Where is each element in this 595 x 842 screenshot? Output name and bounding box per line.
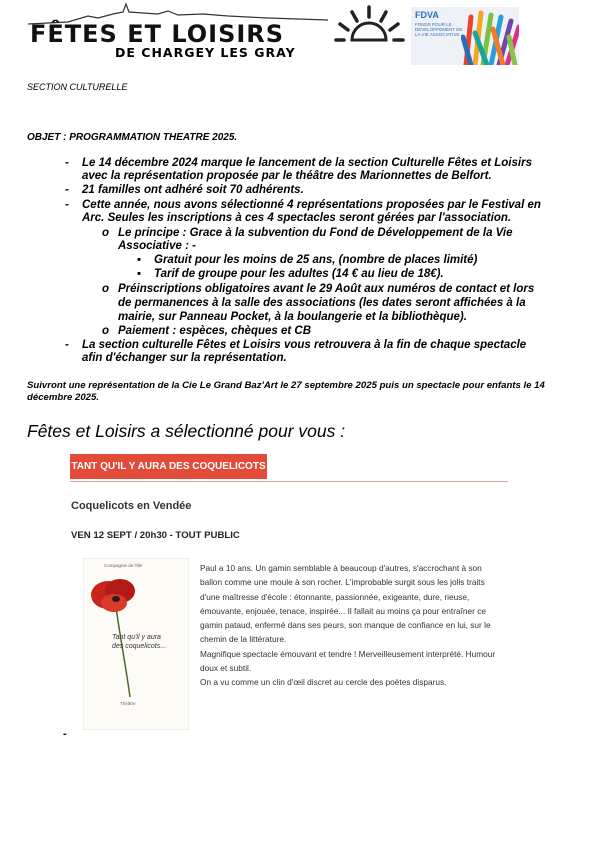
poster-divider: [70, 481, 508, 482]
show-tag: TANT QU'IL Y AURA DES COQUELICOTS: [70, 454, 267, 479]
show-poster: [65, 450, 508, 737]
org-title: FÊTES ET LOISIRS: [30, 20, 285, 48]
sub-list-item: Le principe : Grace à la subvention du Fond de Développement de la Vie: [118, 227, 513, 239]
flyer-company: Compagnie de l'Ille: [104, 563, 143, 568]
show-date: VEN 12 SEPT / 20h30 - TOUT PUBLIC: [71, 530, 240, 541]
org-subtitle: DE CHARGEY LES GRAY: [115, 45, 296, 60]
bullet-dash: -: [65, 339, 69, 351]
sub-list-item: Préinscriptions obligatoires avant le 29 Août aux numéros de contact et lors: [118, 283, 535, 295]
list-item: avec la représentation proposée par le théâtre des Marionnettes de Belfort.: [82, 170, 492, 182]
sub-list-item: de permanences à la salle des associations (les dates seront affichées à la: [118, 297, 526, 309]
bullet-circle: o: [102, 227, 110, 239]
list-item: Arc. Seules les inscriptions à ces 4 spectacles seront gérées par l'association.: [82, 212, 512, 224]
show-title: Coquelicots en Vendée: [71, 500, 192, 512]
bullet-dash: -: [65, 199, 69, 211]
fdva-logo-caption: FONDS POUR LE DÉVELOPPEMENT DE LA VIE ASSOCIATIVE: [415, 22, 463, 37]
fdva-logo-text: FDVA: [415, 10, 439, 20]
bullet-square: ▪: [137, 254, 142, 266]
poppy-icon: [86, 567, 146, 697]
description-paragraph: Paul a 10 ans. Un gamin semblable à beaucoup d'autres, s'accrochant à son ballon comme une moule à son rocher. L'improbable surgit sous les jolis traits d'une maîtresse d'école : étonnante, passionnée, exigeante, dure, rieuse, émouvante, enjouée, tenace, inspirée... Il fallait au moins ça pour entraîner ce gamin pataud, enfermé dans ses peurs, son manque de confiance en lui, sur le chemin de la littérature.: [200, 563, 491, 645]
sub-list-item: Paiement : espèces, chèques et CB: [118, 325, 312, 337]
list-item: afin d'échanger sur la représentation.: [82, 352, 287, 364]
selection-heading: Fêtes et Loisirs a sélectionné pour vous :: [27, 421, 346, 441]
flyer-title-line: des coquelicots...: [112, 643, 167, 650]
list-item: 21 familles ont adhéré soit 70 adhérents.: [82, 184, 304, 196]
list-item: Cette année, nous avons sélectionné 4 représentations proposées par le Festival en: [82, 199, 541, 211]
section-label: SECTION CULTURELLE: [27, 82, 128, 92]
description-paragraph: Magnifique spectacle émouvant et tendre ! Merveilleusement interprété. Humour doux et subtil.: [200, 648, 496, 674]
program-list: [0, 0, 595, 380]
bullet-circle: o: [102, 325, 110, 337]
description-paragraph: On a vu comme un clin d'œil discret au cercle des poètes disparus.: [200, 677, 447, 688]
sub-sub-list-item: Gratuit pour les moins de 25 ans, (nombre de places limité): [154, 254, 478, 266]
bullet-dash: -: [65, 184, 69, 196]
list-item: La section culturelle Fêtes et Loisirs vous retrouvera à la fin de chaque spectacle: [82, 339, 527, 351]
subject-line: OBJET : PROGRAMMATION THEATRE 2025.: [27, 132, 238, 143]
closing-paragraph: Suivront une représentation de la Cie Le Grand Baz'Art le 27 septembre 2025 puis un spectacle pour enfants le 14 décembre 2025.: [27, 380, 545, 403]
sub-list-item: Associative : -: [118, 240, 196, 252]
bullet-dash: -: [65, 157, 69, 169]
flyer-title-line: Tant qu'il y aura: [112, 634, 161, 641]
bullet-square: ▪: [137, 268, 142, 280]
trailing-dash: -: [63, 728, 67, 740]
show-description: [200, 561, 505, 690]
flyer-footer: Théâtre: [120, 701, 136, 706]
sub-list-item: mairie, sur Panneau Pocket, à la boulangerie et la bibliothèque).: [118, 311, 467, 323]
sub-sub-list-item: Tarif de groupe pour les adultes (14 € au lieu de 18€).: [154, 268, 444, 280]
list-item: Le 14 décembre 2024 marque le lancement de la section Culturelle Fêtes et Loisirs: [82, 157, 532, 169]
flyer-title: [112, 633, 166, 651]
bullet-circle: o: [102, 283, 110, 295]
show-flyer-image: [83, 558, 189, 730]
